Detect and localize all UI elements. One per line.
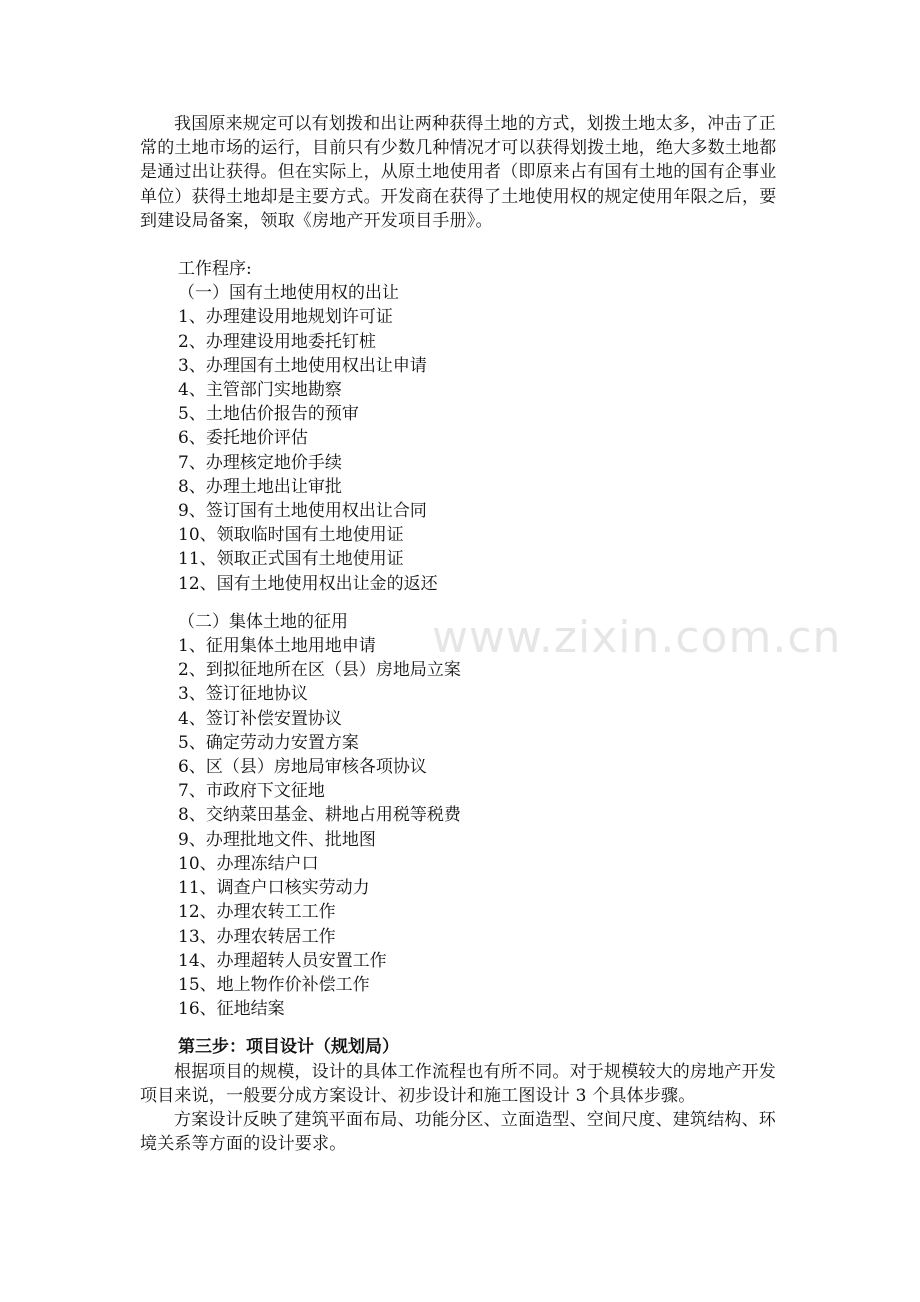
list-item: 5、确定劳动力安置方案 xyxy=(178,732,359,753)
spacer xyxy=(140,1021,790,1035)
section2-list xyxy=(140,634,790,1021)
list-item: 1、征用集体土地用地申请 xyxy=(178,636,376,657)
document-page xyxy=(140,112,790,1156)
list-item: 5、土地估价报告的预审 xyxy=(178,404,359,425)
list-item: 11、调查户口核实劳动力 xyxy=(178,878,370,899)
intro-paragraph: 我国原来规定可以有划拨和出让两种获得土地的方式，划拨土地太多，冲击了正常的土地市场的运行，目前只有少数几种情况才可以获得划拨土地，绝大多数土地都是通过出让获得。但在实际上，从原土地使用者（即原来占有国有土地的国有企事业单位）获得土地却是主要方式。开发商在获得了土地使用权的规定使用年限之后，要到建设局备案，领取《房地产开发项目手册》。 xyxy=(140,114,777,231)
list-item: 1、办理建设用地规划许可证 xyxy=(178,307,393,328)
list-item: 10、办理冻结户口 xyxy=(178,853,319,874)
list-item: 8、交纳菜田基金、耕地占用税等税费 xyxy=(178,805,461,826)
spacer xyxy=(140,596,790,610)
step3-title: 第三步：项目设计（规划局） xyxy=(178,1037,399,1058)
list-item: 6、委托地价评估 xyxy=(178,428,308,449)
list-item: 9、办理批地文件、批地图 xyxy=(178,829,376,850)
section1-title: （一）国有土地使用权的出让 xyxy=(178,283,399,304)
procedure-label: 工作程序: xyxy=(178,259,252,280)
list-item: 3、签订征地协议 xyxy=(178,684,308,705)
list-item: 16、征地结案 xyxy=(178,999,285,1020)
section2-title: （二）集体土地的征用 xyxy=(178,611,348,632)
section1-list xyxy=(140,305,790,595)
list-item: 6、区（县）房地局审核各项协议 xyxy=(178,757,427,778)
step3-paragraph-1: 根据项目的规模，设计的具体工作流程也有所不同。对于规模较大的房地产开发项目来说，一般要分成方案设计、初步设计和施工图设计 3 个具体步骤。 xyxy=(140,1061,776,1106)
list-item: 9、签订国有土地使用权出让合同 xyxy=(178,501,427,522)
list-item: 10、领取临时国有土地使用证 xyxy=(178,525,404,546)
list-item: 12、国有土地使用权出让金的返还 xyxy=(178,573,438,594)
list-item: 4、主管部门实地勘察 xyxy=(178,380,342,401)
step3-paragraph-2: 方案设计反映了建筑平面布局、功能分区、立面造型、空间尺度、建筑结构、环境关系等方面的设计要求。 xyxy=(140,1109,776,1155)
watermark-text: www.zixin.com.cn xyxy=(432,612,842,663)
list-item: 7、办理核定地价手续 xyxy=(178,452,342,473)
list-item: 11、领取正式国有土地使用证 xyxy=(178,549,404,570)
list-item: 2、到拟征地所在区（县）房地局立案 xyxy=(178,660,461,681)
list-item: 13、办理农转居工作 xyxy=(178,926,336,947)
list-item: 3、办理国有土地使用权出让申请 xyxy=(178,355,427,376)
list-item: 8、办理土地出让审批 xyxy=(178,476,342,497)
list-item: 15、地上物作价补偿工作 xyxy=(178,974,370,995)
spacer xyxy=(140,233,790,257)
list-item: 4、签订补偿安置协议 xyxy=(178,708,342,729)
list-item: 7、市政府下文征地 xyxy=(178,781,325,802)
list-item: 12、办理农转工工作 xyxy=(178,902,336,923)
list-item: 2、办理建设用地委托钉桩 xyxy=(178,331,376,352)
list-item: 14、办理超转人员安置工作 xyxy=(178,950,387,971)
